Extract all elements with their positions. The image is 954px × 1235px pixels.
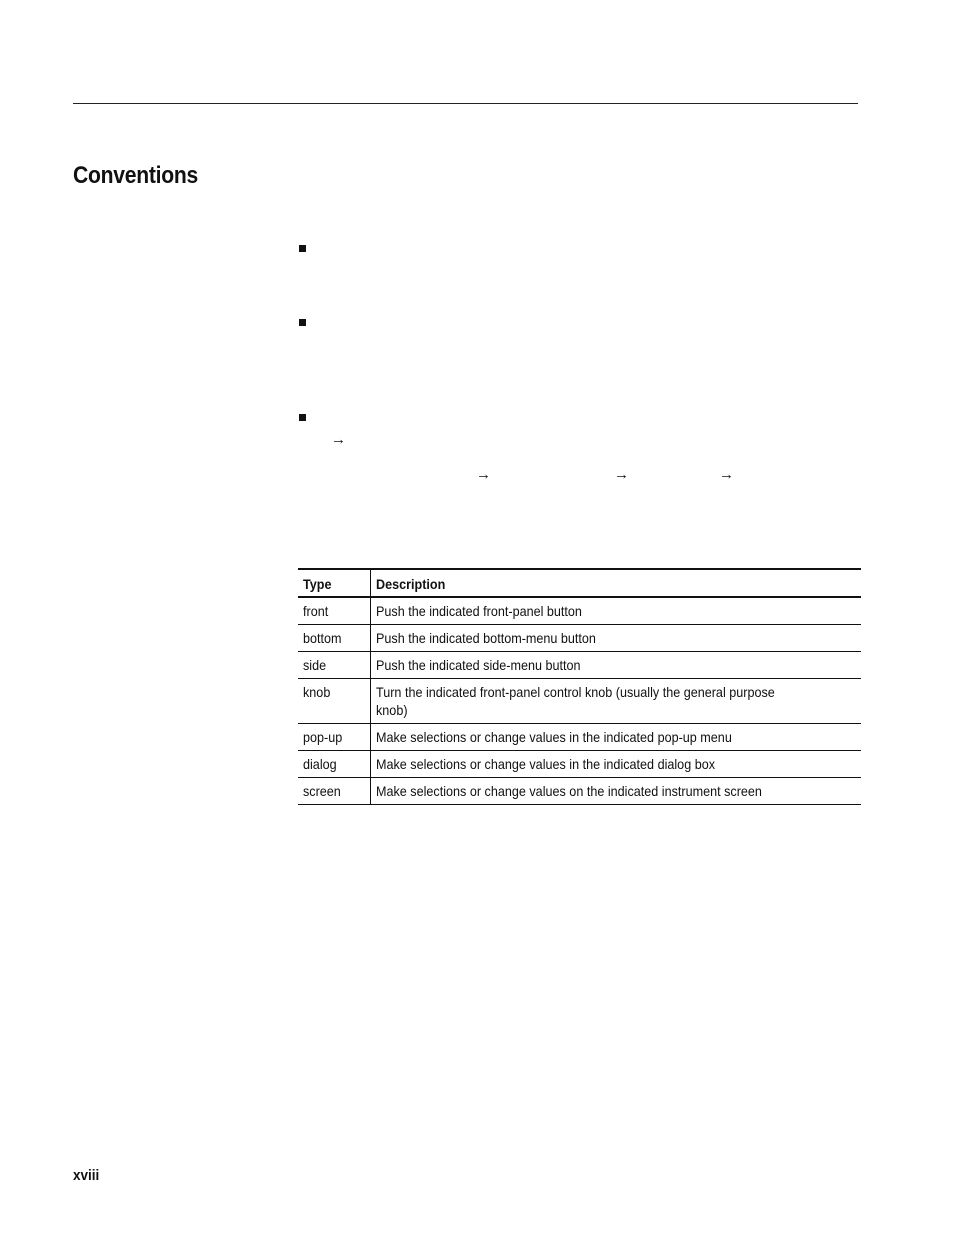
- arrow-1: →: [331, 431, 346, 448]
- bullet-2: [299, 319, 306, 326]
- row-type-label: side: [303, 657, 327, 673]
- arrow-2: →: [476, 466, 491, 483]
- row-description: [371, 778, 862, 805]
- row-type-label: screen: [303, 783, 341, 799]
- row-type: [298, 751, 371, 778]
- header-rule: [73, 103, 858, 104]
- header-type: [298, 569, 371, 597]
- row-description: [371, 724, 862, 751]
- row-description-label: Push the indicated side-menu button: [376, 657, 581, 673]
- row-description: [371, 751, 862, 778]
- row-description: [371, 652, 862, 679]
- row-type: [298, 724, 371, 751]
- row-type-label: bottom: [303, 630, 342, 646]
- row-description-label: Make selections or change values in the indicated pop-up menu: [376, 729, 732, 745]
- arrow-4: →: [719, 466, 734, 483]
- arrow-3: →: [614, 466, 629, 483]
- row-type: [298, 679, 371, 724]
- conventions-table: [298, 568, 861, 805]
- header-type-label: Type: [303, 576, 332, 592]
- row-description-label: Make selections or change values on the indicated instrument screen: [376, 783, 762, 799]
- row-description-label: Push the indicated bottom-menu button: [376, 630, 596, 646]
- table-row: [298, 652, 861, 679]
- row-description: [371, 679, 862, 724]
- table-row: [298, 597, 861, 625]
- row-description: [371, 597, 862, 625]
- header-description: [371, 569, 862, 597]
- row-description-label: Turn the indicated front-panel control knob (usually the general purpose knob): [376, 684, 775, 718]
- table-header-row: [298, 569, 861, 597]
- row-type-label: knob: [303, 684, 331, 700]
- row-type: [298, 625, 371, 652]
- page-number: xviii: [73, 1167, 100, 1184]
- row-type: [298, 778, 371, 805]
- table-row: [298, 679, 861, 724]
- table-row: [298, 625, 861, 652]
- bullet-1: [299, 245, 306, 252]
- row-description: [371, 625, 862, 652]
- row-description-label: Push the indicated front-panel button: [376, 603, 582, 619]
- row-type-label: front: [303, 603, 329, 619]
- table-row: [298, 778, 861, 805]
- page-title: Conventions: [73, 162, 199, 189]
- header-description-label: Description: [376, 576, 446, 592]
- row-type-label: dialog: [303, 756, 337, 772]
- bullet-3: [299, 414, 306, 421]
- row-type: [298, 597, 371, 625]
- row-description-label: Make selections or change values in the indicated dialog box: [376, 756, 716, 772]
- row-type: [298, 652, 371, 679]
- row-type-label: pop-up: [303, 729, 343, 745]
- table-row: [298, 751, 861, 778]
- table-row: [298, 724, 861, 751]
